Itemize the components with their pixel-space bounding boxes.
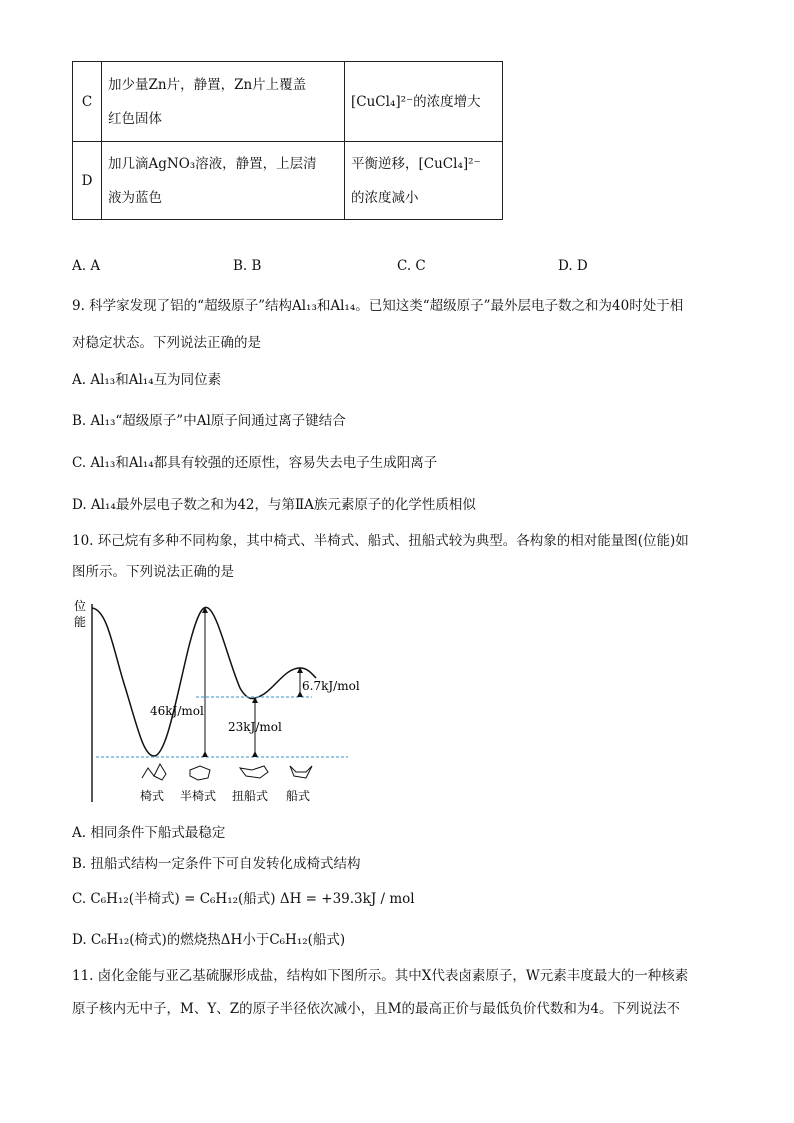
q9-option-b: B. Al₁₃“超级原子”中Al原子间通过离子键结合	[72, 413, 346, 429]
q8-choice-a: A. A	[72, 258, 101, 274]
label-23: 23kJ/mol	[228, 720, 282, 734]
label-46: 46kJ/mol	[150, 704, 204, 718]
q9-option-c: C. Al₁₃和Al₁₄都具有较强的还原性，容易失去电子生成阳离子	[72, 455, 438, 471]
boat-sketch	[290, 766, 312, 778]
options-table	[72, 61, 503, 220]
row-letter: D	[73, 142, 102, 220]
q10-stem-line1: 10. 环己烷有多种不同构象，其中椅式、半椅式、船式、扭船式较为典型。各构象的相对能量图(位能)如	[72, 533, 689, 549]
half-chair-sketch	[190, 766, 210, 780]
row-letter: C	[73, 62, 102, 142]
row-desc-line2: 液为蓝色	[108, 189, 162, 206]
conformer-label-twist-boat: 扭船式	[232, 789, 269, 803]
q10-stem-line2: 图所示。下列说法正确的是	[72, 564, 234, 580]
conformer-label-boat: 船式	[286, 789, 311, 803]
row-desc-line1: 加几滴AgNO₃溶液，静置，上层清	[108, 155, 317, 172]
q11-stem-line2: 原子核内无中子，M、Y、Z的原子半径依次减小，且M的最高正价与最低负价代数和为4。下列说法不	[72, 1001, 681, 1017]
row-desc-line2: 红色固体	[108, 110, 162, 127]
row-desc-line1: 加少量Zn片，静置，Zn片上覆盖	[108, 76, 307, 93]
conformer-label-half-chair: 半椅式	[180, 789, 217, 803]
table-row	[73, 62, 503, 142]
energy-curve	[92, 607, 316, 756]
row-result-line2: 的浓度减小	[351, 189, 419, 206]
q8-choice-c: C. C	[397, 258, 426, 274]
q10-option-b: B. 扭船式结构一定条件下可自发转化成椅式结构	[72, 856, 361, 872]
q9-stem-line2: 对稳定状态。下列说法正确的是	[72, 335, 261, 351]
y-axis-label-char2: 能	[74, 615, 87, 629]
q10-option-a: A. 相同条件下船式最稳定	[72, 825, 226, 841]
chair-sketch	[142, 764, 166, 780]
row-result: [CuCl₄]²⁻的浓度增大	[345, 62, 503, 142]
q10-option-c: C. C₆H₁₂(半椅式) = C₆H₁₂(船式) ΔH = +39.3kJ / mol	[72, 891, 415, 907]
energy-diagram	[68, 590, 368, 812]
row-result-line1: 平衡逆移，[CuCl₄]²⁻	[351, 155, 481, 172]
q8-choice-d: D. D	[558, 258, 588, 274]
table-row	[73, 142, 503, 220]
q9-option-d: D. Al₁₄最外层电子数之和为42，与第ⅡA族元素原子的化学性质相似	[72, 497, 476, 513]
twist-boat-sketch	[240, 766, 268, 778]
q11-stem-line1: 11. 卤化金能与亚乙基硫脲形成盐，结构如下图所示。其中X代表卤素原子，W元素丰度最大的一种核素	[72, 968, 689, 984]
q8-choice-b: B. B	[233, 258, 262, 274]
label-6-7: 6.7kJ/mol	[302, 679, 360, 693]
q9-stem-line1: 9. 科学家发现了铝的“超级原子”结构Al₁₃和Al₁₄。已知这类“超级原子”最外层电子数之和为40时处于相	[72, 298, 684, 314]
conformer-label-chair: 椅式	[140, 789, 165, 803]
q9-option-a: A. Al₁₃和Al₁₄互为同位素	[72, 372, 222, 388]
q10-option-d: D. C₆H₁₂(椅式)的燃烧热ΔH小于C₆H₁₂(船式)	[72, 932, 346, 948]
y-axis-label-char1: 位	[74, 599, 87, 613]
